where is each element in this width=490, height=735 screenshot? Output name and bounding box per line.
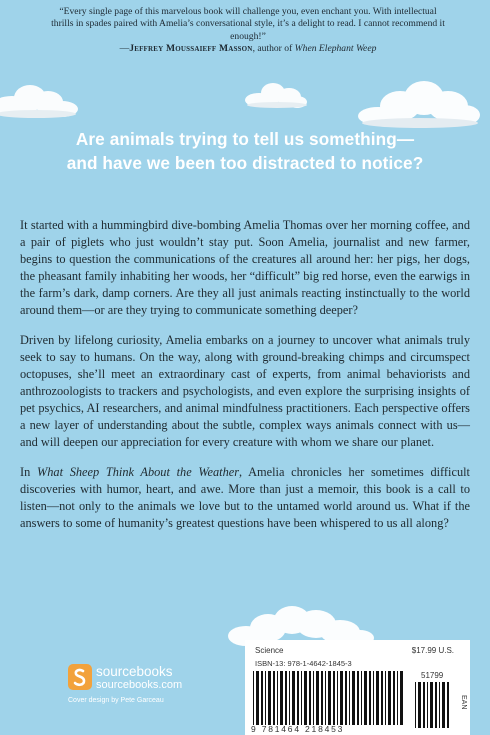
cloud-right bbox=[356, 78, 482, 130]
isbn-barcode bbox=[253, 671, 403, 725]
publisher-url: sourcebooks.com bbox=[96, 679, 183, 691]
sourcebooks-logo-icon bbox=[68, 664, 92, 690]
endorsement-quote: “Every single page of this marvelous book will challenge you, even enchant you. With intellectual thrills in spades paired with Amelia’s conversational style, it’s a delight to read. I cannot recommend it enough!” bbox=[51, 6, 445, 42]
price-addon-number: 51799 bbox=[421, 671, 444, 680]
cover-headline bbox=[20, 128, 470, 175]
isbn-label: ISBN-13: 978-1-4642-1845-3 bbox=[255, 659, 352, 668]
publisher-name: sourcebooks bbox=[96, 664, 173, 679]
endorser-book-title: When Elephant Weep bbox=[294, 43, 377, 55]
price-addon-barcode bbox=[415, 682, 449, 728]
ean-label: EAN bbox=[460, 695, 467, 710]
bisac-category: Science bbox=[255, 646, 284, 655]
book-title-reference: What Sheep Think About the Weather bbox=[36, 465, 240, 479]
description-paragraph-3 bbox=[20, 464, 470, 532]
cloud-left bbox=[0, 78, 80, 120]
cloud-middle bbox=[243, 80, 309, 110]
endorser-name: Jeffrey Moussaieff Masson bbox=[129, 43, 253, 55]
cover-design-credit: Cover design by Pete Garceau bbox=[68, 697, 164, 704]
description-paragraph-1: It started with a hummingbird dive-bombing Amelia Thomas over her morning coffee, and a pair of piglets who just wouldn’t stay put. Soon Amelia, journalist and new farmer, begins to question the communications of the creatures all around her: her pigs, her dogs, the pheasant family inhabiting her woods, her “difficult” big red horse, even the earwigs in the farm’s dark, damp corners. Are they all just animals reacting instinctually to the world around them—or are they trying to communicate something deeper? bbox=[20, 218, 470, 317]
description-paragraph-2: Driven by lifelong curiosity, Amelia embarks on a journey to uncover what animals truly seek to say to humans. On the way, along with ground-breaking chimps and circumspect octopuses, she’ll meet an extraordinary cast of experts, from animal behaviorists and anthrozoologists to trackers and psychologists, and even explore the surprising insights of pet psychics, AI researchers, and animal mindfulness practitioners. Each perspective offers a new layer of understanding about the subtle, complex ways animals connect with us—and will deepen our appreciation for every creature with whom we share our planet. bbox=[20, 333, 470, 449]
paragraph-3-prefix: In bbox=[20, 465, 37, 479]
headline-line-2: and have we been too distracted to notice? bbox=[66, 152, 424, 173]
headline-line-1: Are animals trying to tell us something— bbox=[75, 129, 415, 149]
paragraph-3-text: , Amelia chronicles her sometimes difficult discoveries with humor, heart, and awe. More than just a memoir, this book is a call to listen—not only to the animals we love but to the untamed world around us. What if the answers to some of humanity’s greatest questions have been whispered to us all along? bbox=[20, 465, 470, 530]
barcode-box bbox=[245, 640, 470, 735]
endorsement-attribution bbox=[48, 43, 448, 55]
endorsement-blurb bbox=[48, 6, 448, 56]
barcode-number: 9 781464 218453 bbox=[251, 724, 345, 734]
attribution-connector: , author of bbox=[252, 43, 295, 55]
price-label: $17.99 U.S. bbox=[411, 646, 454, 655]
book-description bbox=[20, 217, 470, 545]
attribution-dash: — bbox=[119, 43, 130, 55]
